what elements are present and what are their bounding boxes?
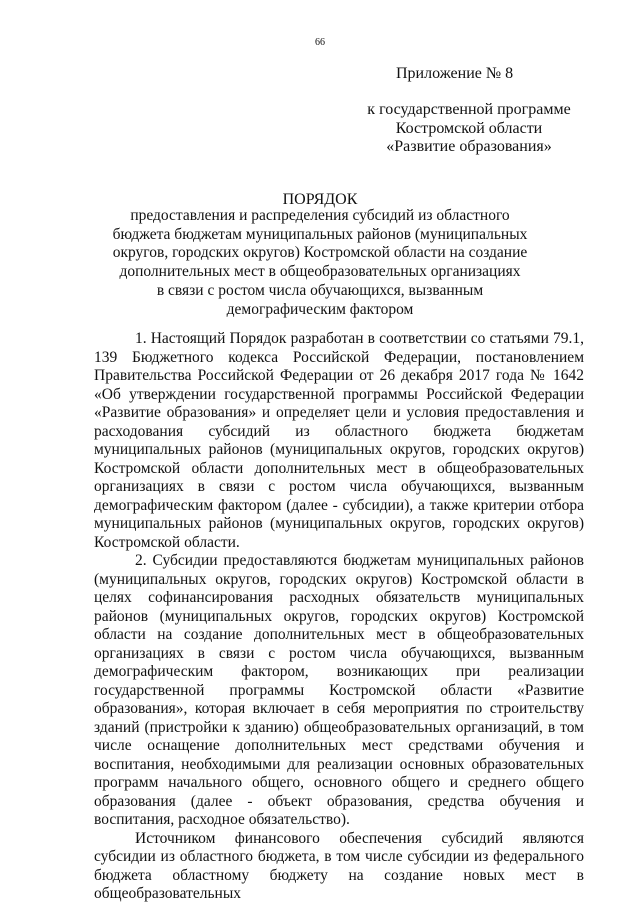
heading-line: в связи с ростом числа обучающихся, вызванным (156, 281, 484, 299)
annex-label: Приложение № 8 (396, 65, 514, 82)
heading-line: дополнительных мест в общеобразовательных организациях (119, 263, 521, 281)
page-number: 66 (315, 37, 325, 48)
paragraph-1: 1. Настоящий Порядок разработан в соответствии со статьями 79.1, 139 Бюджетного кодекса Российской Федерации, постановлением Правительства Российской Федерации от 26 декабря 2017 года № 1642 «Об утверждении государственной программы Российской Федерации «Развитие образования» и определяет цели и условия предоставления и расходования субсидий из областного бюджета бюджетам муниципальных районов (муниципальных округов, городских округов) Костромской области дополнительных мест в общеобразовательных организациях в связи с ростом числа обучающихся, вызванным демографическим фактором (далее - субсидии), а также критерии отбора муниципальных районов (муниципальных округов, городских округов) Костромской области. (94, 330, 584, 551)
document-body (94, 330, 584, 904)
program-line: «Развитие образования» (386, 138, 552, 155)
program-line: Костромской области (395, 119, 543, 137)
program-line: к государственной программе (367, 101, 571, 118)
document-title: ПОРЯДОК (282, 191, 358, 208)
document-heading (0, 207, 640, 319)
heading-line: предоставления и распределения субсидий из областного (130, 207, 510, 224)
program-reference (344, 101, 594, 157)
paragraph-2: 2. Субсидии предоставляются бюджетам муниципальных районов (муниципальных округов, городских округов) Костромской области в целях софинансирования расходных обязательств муниципальных районов (муниципальных округов, городских округов) Костромской области на создание дополнительных мест в общеобразовательных организациях в связи с ростом числа обучающихся, вызванным демографическим фактором, возникающих при реализации государственной программы Костромской области «Развитие образования», которая включает в себя мероприятия по строительству зданий (пристройки к зданию) общеобразовательных организаций, в том числе оснащение дополнительных мест средствами обучения и воспитания, необходимыми для реализации основных образовательных программ начального общего, основного общего и среднего общего образования (далее - объект образования, средства обучения и воспитания, расходное обязательство). (94, 552, 584, 828)
heading-line: округов, городских округов) Костромской области на создание (112, 244, 528, 262)
heading-line: бюджета бюджетам муниципальных районов (муниципальных (112, 225, 528, 243)
paragraph-3: Источником финансового обеспечения субсидий являются субсидии из областного бюджета, в том числе субсидии из федерального бюджета областному бюджету на создание новых мест в общеобразовательных (94, 829, 584, 902)
heading-line: демографическим фактором (226, 300, 414, 318)
